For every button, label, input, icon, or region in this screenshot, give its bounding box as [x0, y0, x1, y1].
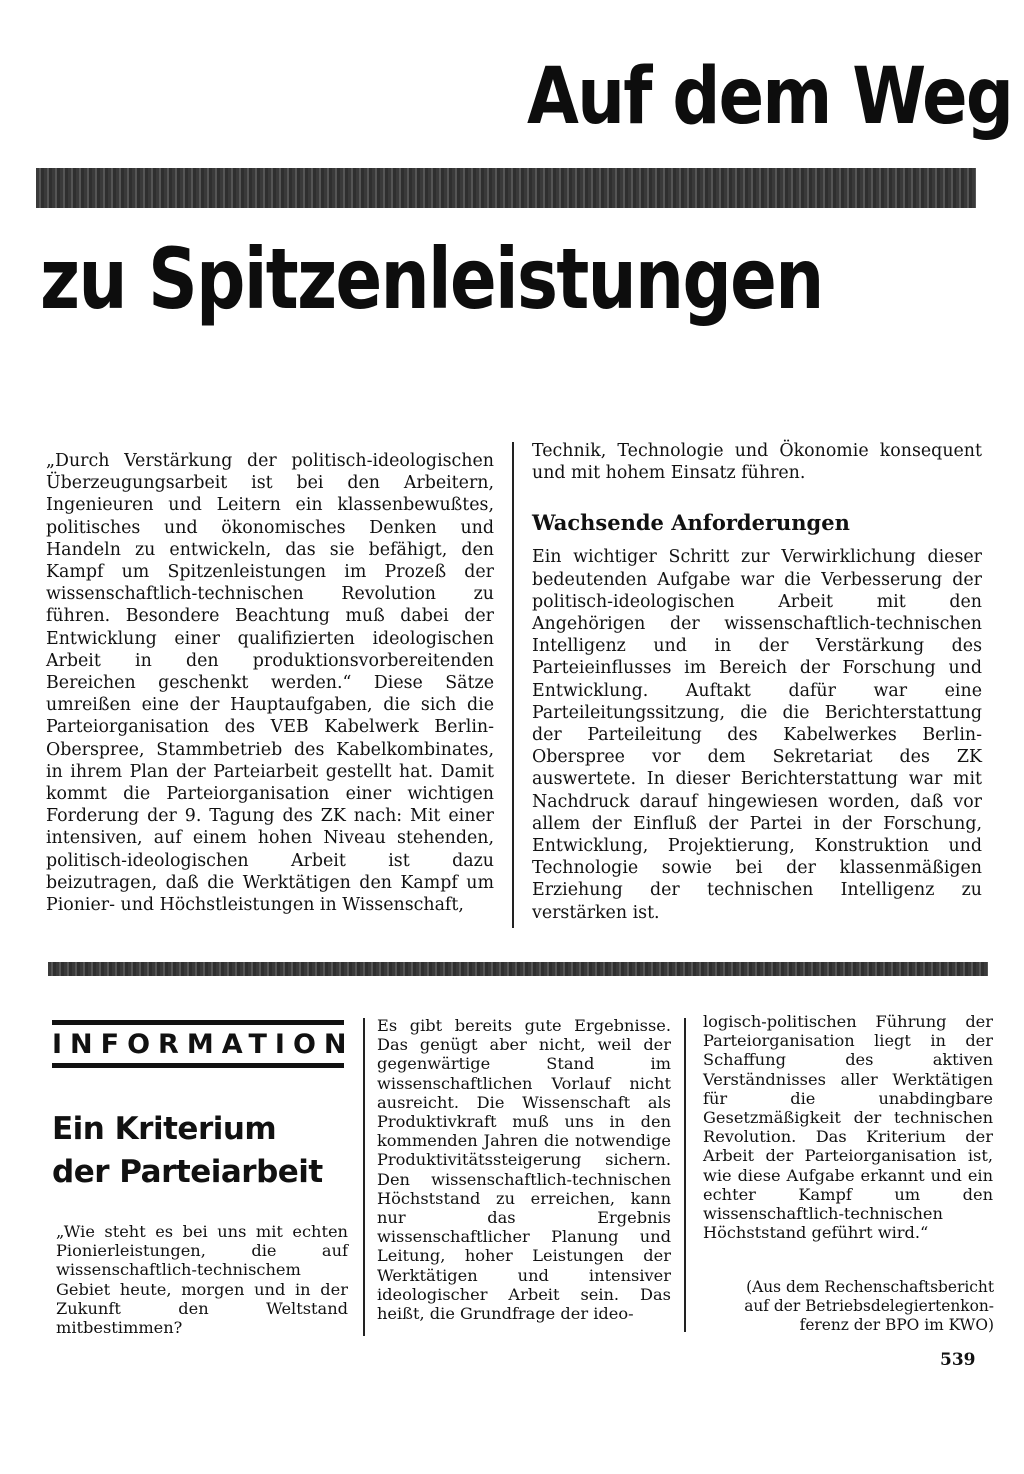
source-line-1: (Aus dem Rechenschaftsbericht: [746, 1278, 994, 1296]
column-divider: [363, 1018, 365, 1336]
info-col3-text: logisch-politischen Führung der Parteiorganisation liegt in der Schaffung des aktiven Verständnisses aller Werktätigen für die unabdingbare Gesetzmäßigkeit der technischen Revolution. Das Kriterium der Arbeit der Parteiorganisation ist, wie diese Aufgabe erkannt und ein echter Kampf um den wissenschaftlich-technischen Höchststand geführt wird.“: [703, 1012, 993, 1243]
article-left-text: „Durch Verstärkung der politisch-ideologischen Überzeugungsarbeit ist bei den Arbeitern, Ingenieuren und Leitern ein klassenbewußtes, politisches und ökonomisches Denken und Handeln zu entwickeln, das sie befähigt, den Kampf um Spitzenleistungen im Prozeß der wissenschaftlich-technischen Revolution zu führen. Besondere Beachtung muß dabei der Entwicklung einer qualifizierten ideologischen Arbeit in den produktionsvorbereitenden Bereichen geschenkt werden.“ Diese Sätze umreißen eine der Hauptaufgaben, die sich die Parteiorganisation des VEB Kabelwerk Berlin-Oberspree, Stammbetrieb des Kabelkombinates, in ihrem Plan der Parteiarbeit gestellt hat. Damit kommt die Parteiorganisation einer wichtigen Forderung der 9. Tagung des ZK nach: Mit einer intensiven, auf einem hohen Niveau stehenden, politisch-ideologischen Arbeit ist dazu beizutragen, daß die Werktätigen den Kampf um Pionier- und Höchstleistungen in Wissenschaft,: [46, 451, 494, 916]
article-right-body: Ein wichtiger Schritt zur Verwirklichung dieser bedeutenden Aufgabe war die Verbesserung der politisch-ideologischen Arbeit mit den Angehörigen der wissenschaftlich-technischen Intelligenz und in der Verstärkung des Parteieinflusses im Bereich der Forschung und Entwicklung. Auftakt dafür war eine Parteileitungssitzung, die die Berichterstattung der Parteileitung des Kabelwerkes Berlin-Oberspree vor dem Sekretariat des ZK auswertete. In dieser Berichterstattung war mit Nachdruck darauf hingewiesen worden, daß vor allem der Einfluß der Partei in der Forschung, Entwicklung, Projektierung, Konstruktion und Technologie sowie bei der klassenmäßigen Erziehung der technischen Intelligenz zu verstärken ist.: [532, 547, 982, 923]
column-divider: [684, 1018, 686, 1332]
article-column-right: [532, 440, 982, 924]
source-line-2: auf der Betriebsdelegiertenkon-: [744, 1297, 994, 1315]
info-column-2: [377, 1016, 671, 1323]
column-divider: [512, 442, 514, 928]
headline-line-1: Auf dem Weg: [527, 52, 1013, 142]
article-column-left: [46, 450, 494, 916]
source-line-3: ferenz der BPO im KWO): [799, 1316, 994, 1334]
info-col2-text: Es gibt bereits gute Ergebnisse. Das genügt aber nicht, weil der gegenwärtige Stand im wissenschaftlichen Vorlauf nicht ausreicht. Die Wissenschaft als Produktivkraft muß uns in den kommenden Jahren die notwendige Produktivitätssteigerung sichern. Den wissenschaftlich-technischen Höchststand zu erreichen, kann nur das Ergebnis wissenschaftlicher Planung und Leitung, hoher Leistungen der Werktätigen und intensiver ideologischer Arbeit sein. Das heißt, die Grundfrage der ideo-: [377, 1016, 671, 1324]
info-column-1: [56, 1222, 348, 1337]
info-title-line-2: der Parteiarbeit: [52, 1154, 323, 1190]
decorative-bar-top: [36, 168, 976, 208]
info-title-line-1: Ein Kriterium: [52, 1111, 277, 1147]
info-title: [52, 1108, 352, 1194]
headline-line-2: zu Spitzenleistungen: [40, 230, 823, 328]
info-label: INFORMATION: [52, 1020, 344, 1068]
page-number: 539: [940, 1350, 976, 1370]
source-citation: [728, 1278, 994, 1335]
info-column-3: [703, 1012, 993, 1242]
article-right-intro: Technik, Technologie und Ökonomie konsequent und mit hohem Einsatz führen.: [532, 441, 982, 484]
info-col1-text: „Wie steht es bei uns mit echten Pionierleistungen, die auf wissenschaftlich-technischem Gebiet heute, morgen und in der Zukunft den Weltstand mitbestimmen?: [56, 1222, 348, 1338]
section-divider-bar: [48, 962, 988, 976]
subheading: Wachsende Anforderungen: [532, 510, 850, 536]
